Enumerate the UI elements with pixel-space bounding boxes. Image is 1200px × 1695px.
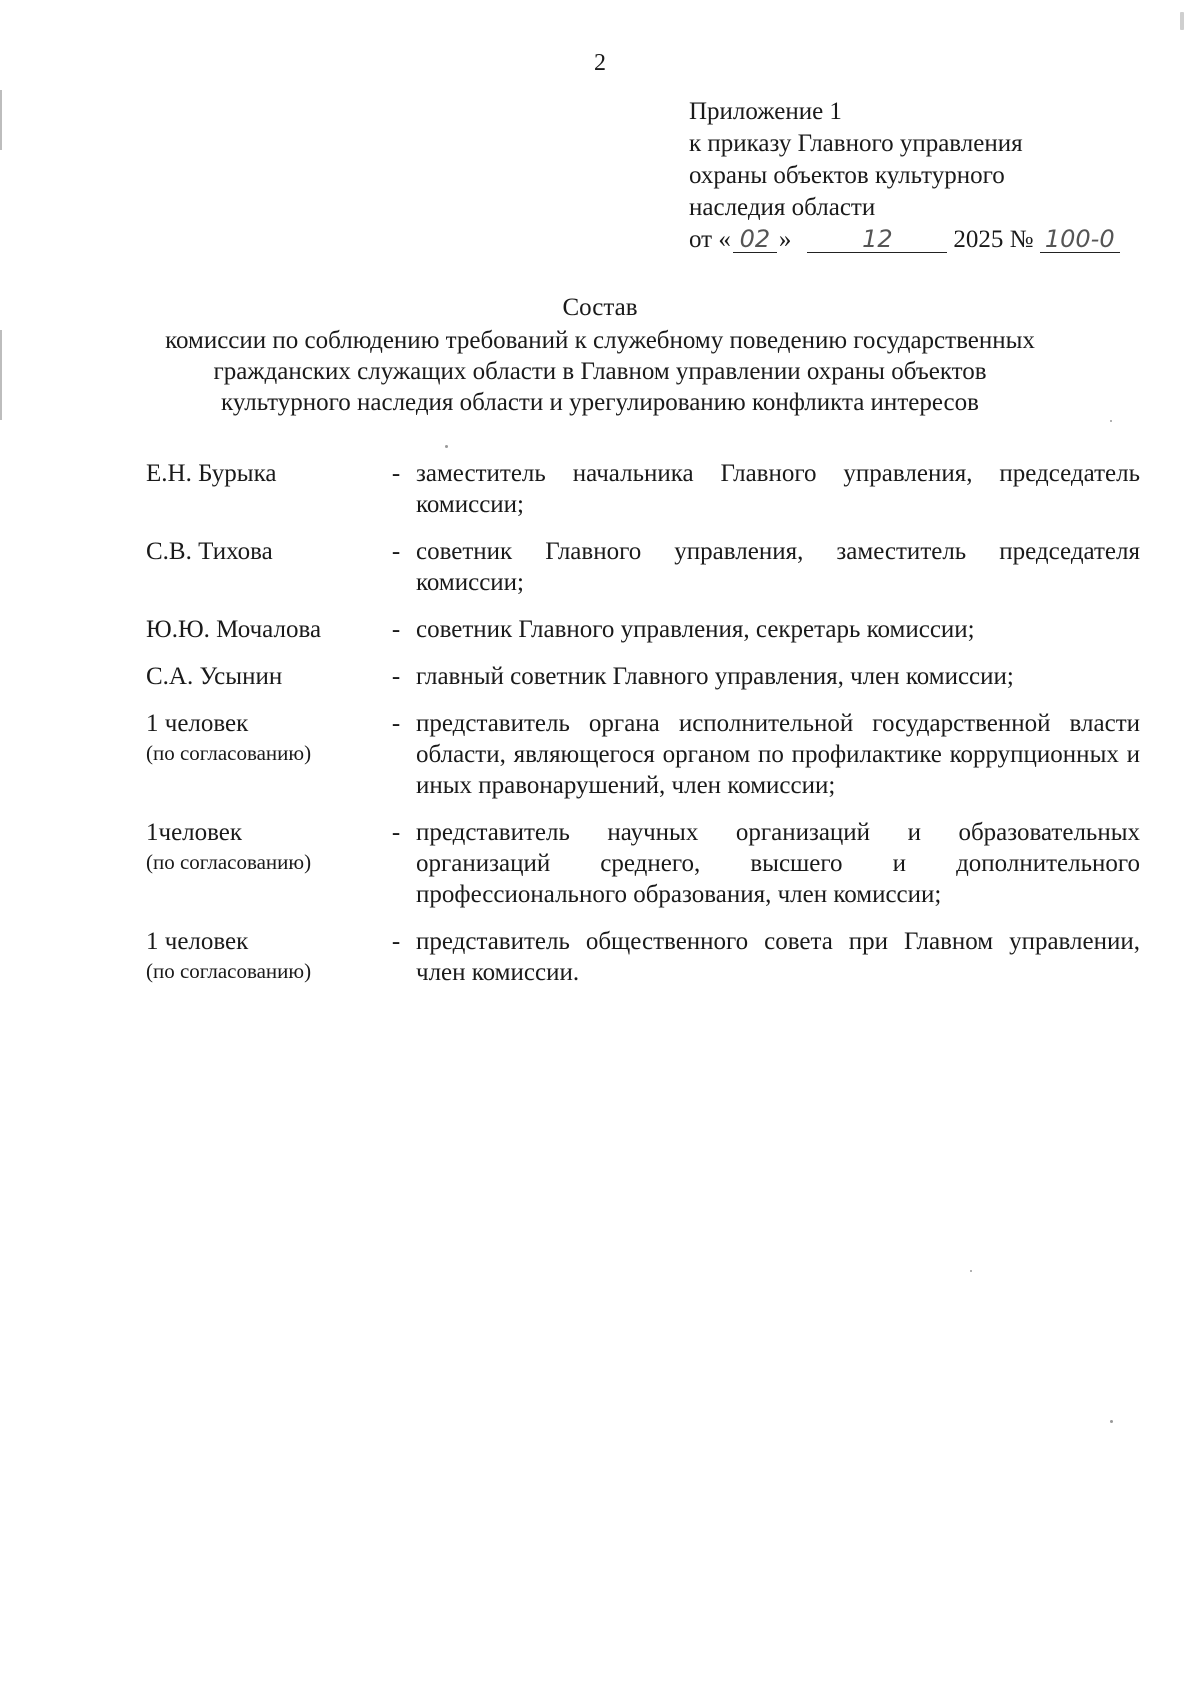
document-title (0, 292, 1200, 418)
member-name: 1 человек (по согласованию) (146, 926, 376, 988)
order-number-handwritten: 100-0 (1040, 226, 1120, 253)
scan-speck (970, 1270, 972, 1272)
member-row (146, 536, 1140, 598)
date-year: 2025 № (953, 226, 1034, 253)
member-dash: - (391, 928, 401, 955)
title-line-3: культурного наследия области и урегулированию конфликта интересов (221, 389, 979, 416)
appendix-ref-line-1: к приказу Главного управления (689, 130, 1023, 157)
member-role: представитель научных организаций и образовательных организаций среднего, высшего и дополнительного профессионального образования, член комиссии; (416, 819, 1140, 908)
title-heading: Состав (562, 294, 638, 321)
scan-speck (1180, 12, 1184, 30)
member-note: (по согласованию) (146, 850, 312, 874)
appendix-date-line (689, 224, 1120, 256)
member-dash: - (391, 819, 401, 846)
appendix-title: Приложение 1 (689, 98, 842, 125)
title-line-1: комиссии по соблюдению требований к служебному поведению государственных (165, 327, 1035, 354)
scan-speck (445, 445, 448, 448)
member-role: советник Главного управления, заместитель председателя комиссии; (416, 538, 1140, 596)
date-day-handwritten: 02 (733, 226, 777, 253)
commission-member-list (146, 458, 1140, 988)
member-name: 1человек (по согласованию) (146, 817, 376, 910)
member-note: (по согласованию) (146, 741, 312, 765)
member-role: главный советник Главного управления, член комиссии; (416, 663, 1014, 690)
member-row (146, 614, 1140, 645)
scan-speck (1110, 1420, 1113, 1423)
member-name: С.В. Тихова (146, 538, 273, 565)
member-role: советник Главного управления, секретарь комиссии; (416, 616, 975, 643)
member-name: С.А. Усынин (146, 663, 283, 690)
date-mid: » (778, 226, 792, 253)
member-note: (по согласованию) (146, 959, 312, 983)
member-dash: - (391, 538, 401, 565)
member-name: Ю.Ю. Мочалова (146, 616, 322, 643)
member-role: представитель органа исполнительной государственной власти области, являющегося органом по профилактике коррупционных и иных правонарушений, член комиссии; (416, 710, 1140, 799)
member-name: 1 человек (по согласованию) (146, 708, 376, 801)
member-name: Е.Н. Бурыка (146, 460, 277, 487)
page-number: 2 (594, 50, 606, 76)
member-row (146, 458, 1140, 520)
appendix-ref-line-2: охраны объектов культурного (689, 162, 1005, 189)
title-line-2: гражданских служащих области в Главном управлении охраны объектов (213, 358, 987, 385)
member-row (146, 708, 1140, 801)
appendix-header (689, 96, 1120, 256)
member-dash: - (391, 460, 401, 487)
scan-edge-mark (0, 330, 2, 420)
member-row (146, 926, 1140, 988)
member-dash: - (391, 663, 401, 690)
member-row (146, 661, 1140, 692)
member-dash: - (391, 616, 401, 643)
member-dash: - (391, 710, 401, 737)
appendix-ref-line-3: наследия области (689, 194, 876, 221)
member-role: заместитель начальника Главного управления, председатель комиссии; (416, 460, 1140, 518)
scan-speck (1110, 420, 1112, 422)
date-month-handwritten: 12 (807, 226, 947, 253)
scan-edge-mark (0, 90, 2, 150)
date-prefix: от « (689, 226, 731, 253)
member-role: представитель общественного совета при Главном управлении, член комиссии. (416, 928, 1140, 986)
member-row (146, 817, 1140, 910)
